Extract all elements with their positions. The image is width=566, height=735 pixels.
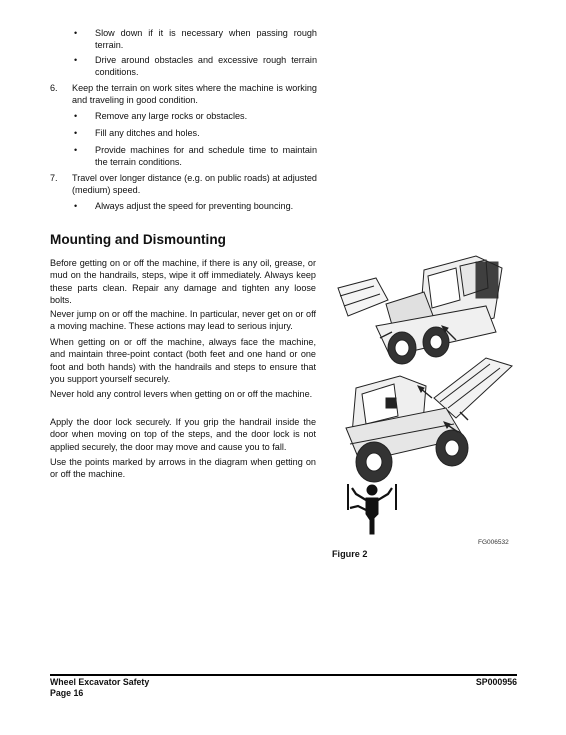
bullet-marker: • bbox=[74, 201, 78, 211]
paragraph: Apply the door lock securely. If you grip the handrail inside the door when moving on top of the steps, and the door lock is not applied securely, the door may move and cause you to fall. bbox=[50, 417, 316, 452]
bullet-marker: • bbox=[74, 128, 78, 138]
paragraph: When getting on or off the machine, always face the machine, and maintain three-point contact (both feet and one hand or one foot and both hands) with the handrails and steps to ensure that you support yourself securely. bbox=[50, 337, 316, 385]
paragraph: Never jump on or off the machine. In particular, never get on or off a moving machine. These actions may lead to serious injury. bbox=[50, 309, 316, 332]
bullet-text: Drive around obstacles and excessive rough terrain conditions. bbox=[95, 55, 317, 78]
bullet-marker: • bbox=[74, 145, 78, 155]
bullet-text: Fill any ditches and holes. bbox=[95, 128, 200, 138]
bullet-marker: • bbox=[74, 55, 78, 65]
section-heading: Mounting and Dismounting bbox=[50, 232, 226, 247]
excavator-mounting-figure bbox=[336, 248, 518, 546]
list-item-text: Keep the terrain on work sites where the machine is working and traveling in good condition. bbox=[72, 83, 317, 106]
bullet-text: Slow down if it is necessary when passing rough terrain. bbox=[95, 28, 317, 51]
bullet-text: Remove any large rocks or obstacles. bbox=[95, 111, 248, 121]
footer-title: Wheel Excavator Safety bbox=[50, 677, 150, 687]
footer-page-number: Page 16 bbox=[50, 688, 84, 698]
figure-caption: Figure 2 bbox=[332, 549, 368, 559]
three-point-contact-pictogram bbox=[348, 484, 396, 534]
paragraph: Before getting on or off the machine, if there is any oil, grease, or mud on the handrails, steps, wipe it off immediately. Always keep these parts clean. Repair any damage and tighten any loose bolts. bbox=[50, 258, 316, 306]
footer-divider bbox=[50, 674, 517, 676]
bullet-marker: • bbox=[74, 28, 78, 38]
list-number: 6. bbox=[50, 83, 58, 93]
figure-code: FG006532 bbox=[478, 539, 509, 546]
bullet-marker: • bbox=[74, 111, 78, 121]
bullet-text: Always adjust the speed for preventing bouncing. bbox=[95, 201, 294, 211]
list-number: 7. bbox=[50, 173, 58, 183]
bullet-text: Provide machines for and schedule time to maintain the terrain conditions. bbox=[95, 145, 317, 168]
list-item-text: Travel over longer distance (e.g. on public roads) at adjusted (medium) speed. bbox=[72, 173, 317, 196]
paragraph: Never hold any control levers when getting on or off the machine. bbox=[50, 389, 313, 399]
paragraph: Use the points marked by arrows in the diagram when getting on or off the machine. bbox=[50, 457, 316, 480]
footer-left bbox=[50, 677, 149, 699]
footer-document-code: SP000956 bbox=[475, 677, 517, 687]
